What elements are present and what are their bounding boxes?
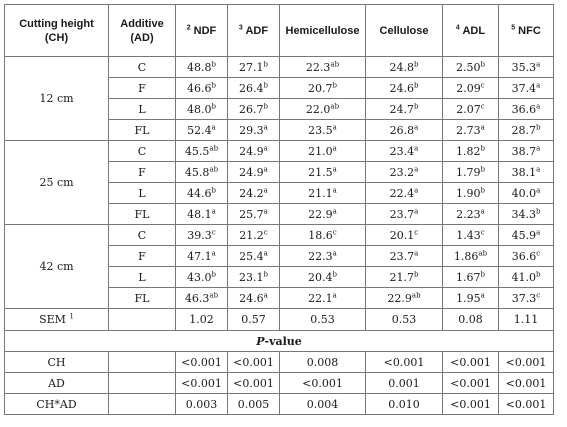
- cutting-height-cell: 42 cm: [5, 225, 109, 309]
- additive-cell: C: [109, 141, 176, 162]
- value-text: 45.5: [184, 144, 210, 158]
- value-text: 24.6: [389, 81, 414, 95]
- significance-letter: c: [414, 227, 419, 236]
- value-text: 24.8: [389, 60, 414, 74]
- significance-letter: ab: [330, 101, 340, 110]
- pvalue-cell: 0.010: [366, 394, 443, 415]
- value-text: 2.73: [456, 123, 481, 137]
- value-cell: [499, 99, 554, 120]
- value-cell: [280, 204, 366, 225]
- value-cell: [228, 57, 280, 78]
- value-text: 22.0: [305, 102, 331, 116]
- significance-letter: a: [332, 290, 337, 299]
- significance-letter: a: [263, 122, 268, 131]
- value-cell: [366, 162, 443, 183]
- significance-letter: b: [211, 59, 216, 68]
- value-cell: [443, 225, 499, 246]
- pvalue-cell: 0.004: [280, 394, 366, 415]
- value-cell: [228, 288, 280, 309]
- value-cell: [366, 99, 443, 120]
- table-row: [5, 141, 554, 162]
- value-text: 29.3: [239, 123, 264, 137]
- significance-letter: b: [414, 59, 419, 68]
- value-cell: [443, 288, 499, 309]
- sem-footnote: 1: [69, 312, 74, 321]
- significance-letter: b: [414, 269, 419, 278]
- value-text: 25.7: [239, 207, 264, 221]
- value-text: 43.0: [187, 270, 212, 284]
- sem-value: 0.57: [228, 309, 280, 331]
- header-additive: Additive (AD): [109, 5, 176, 57]
- value-cell: [176, 78, 228, 99]
- header-adl: $^4$ ADL: [443, 5, 499, 57]
- value-cell: [366, 288, 443, 309]
- significance-letter: b: [211, 269, 216, 278]
- value-cell: [499, 246, 554, 267]
- significance-letter: a: [414, 122, 419, 131]
- header-cellulose: Cellulose: [366, 5, 443, 57]
- value-text: 22.3: [308, 249, 333, 263]
- pvalue-cell: 0.003: [176, 394, 228, 415]
- value-text: 21.5: [308, 165, 333, 179]
- significance-letter: b: [480, 185, 485, 194]
- pvalue-cell: <0.001: [443, 352, 499, 373]
- significance-letter: c: [480, 80, 485, 89]
- significance-letter: a: [480, 206, 485, 215]
- value-text: 40.0: [511, 186, 537, 200]
- significance-letter: a: [263, 164, 268, 173]
- value-text: 41.0: [511, 270, 536, 284]
- value-text: 24.9: [239, 165, 264, 179]
- value-text: 20.4: [308, 270, 333, 284]
- value-cell: [443, 120, 499, 141]
- significance-letter: a: [536, 143, 541, 152]
- value-cell: [280, 99, 366, 120]
- value-cell: [499, 183, 554, 204]
- value-text: 48.8: [187, 60, 212, 74]
- header-hemicellulose: Hemicellulose: [280, 5, 366, 57]
- significance-letter: b: [480, 143, 485, 152]
- pvalue-cell: <0.001: [443, 373, 499, 394]
- value-cell: [280, 78, 366, 99]
- value-text: 23.7: [389, 207, 415, 221]
- sem-value: 0.08: [443, 309, 499, 331]
- significance-letter: a: [414, 143, 419, 152]
- value-text: 22.1: [308, 291, 333, 305]
- value-cell: [366, 120, 443, 141]
- significance-letter: a: [536, 80, 541, 89]
- header-nfc: $^5$ NFC: [499, 5, 554, 57]
- pvalue-row: [5, 394, 554, 415]
- significance-letter: a: [332, 164, 337, 173]
- value-cell: [228, 183, 280, 204]
- value-text: 45.8: [184, 165, 210, 179]
- empty-cell: [109, 373, 176, 394]
- value-cell: [443, 162, 499, 183]
- sem-row: [5, 309, 554, 331]
- significance-letter: a: [480, 122, 485, 131]
- sem-value: 1.11: [499, 309, 554, 331]
- header-row: [5, 5, 554, 57]
- composition-table: [4, 4, 554, 415]
- value-text: 45.9: [511, 228, 537, 242]
- value-text: 37.3: [511, 291, 537, 305]
- value-text: 21.0: [308, 144, 333, 158]
- value-cell: [280, 246, 366, 267]
- significance-letter: ab: [478, 248, 488, 257]
- value-text: 24.2: [239, 186, 264, 200]
- significance-letter: b: [480, 59, 485, 68]
- value-cell: [366, 204, 443, 225]
- value-text: 2.50: [456, 60, 481, 74]
- significance-letter: a: [263, 290, 268, 299]
- value-text: 21.2: [239, 228, 264, 242]
- significance-letter: c: [480, 101, 485, 110]
- value-cell: [228, 267, 280, 288]
- value-cell: [280, 141, 366, 162]
- significance-letter: b: [536, 269, 541, 278]
- table-row: [5, 57, 554, 78]
- value-text: 1.67: [456, 270, 481, 284]
- significance-letter: ab: [411, 290, 421, 299]
- value-cell: [443, 99, 499, 120]
- significance-letter: ab: [209, 164, 219, 173]
- value-text: 20.1: [389, 228, 415, 242]
- empty-cell: [109, 394, 176, 415]
- value-text: 1.82: [456, 144, 481, 158]
- value-cell: [443, 183, 499, 204]
- value-text: 1.95: [456, 291, 481, 305]
- value-text: 52.4: [187, 123, 212, 137]
- pvalue-cell: 0.001: [366, 373, 443, 394]
- significance-letter: b: [263, 101, 268, 110]
- significance-letter: ab: [330, 59, 340, 68]
- value-text: 22.4: [389, 186, 415, 200]
- cutting-height-cell: 12 cm: [5, 57, 109, 141]
- value-text: 39.3: [187, 228, 212, 242]
- value-text: 20.7: [308, 81, 333, 95]
- value-text: 22.3: [305, 60, 331, 74]
- pvalue-label: CH*AD: [5, 394, 109, 415]
- value-cell: [228, 225, 280, 246]
- value-cell: [366, 141, 443, 162]
- pvalue-title-row: [5, 331, 554, 352]
- value-cell: [499, 57, 554, 78]
- pvalue-cell: <0.001: [228, 373, 280, 394]
- value-cell: [176, 246, 228, 267]
- value-cell: [499, 267, 554, 288]
- cutting-height-cell: 25 cm: [5, 141, 109, 225]
- value-text: 1.86: [453, 249, 479, 263]
- value-cell: [443, 57, 499, 78]
- significance-letter: a: [536, 101, 541, 110]
- sem-value: 0.53: [366, 309, 443, 331]
- value-text: 2.07: [456, 102, 481, 116]
- value-cell: [228, 204, 280, 225]
- value-cell: [443, 246, 499, 267]
- pvalue-label: CH: [5, 352, 109, 373]
- significance-letter: c: [263, 227, 268, 236]
- significance-letter: c: [536, 290, 541, 299]
- value-cell: [176, 204, 228, 225]
- additive-cell: FL: [109, 204, 176, 225]
- value-cell: [228, 246, 280, 267]
- value-text: 35.3: [511, 60, 537, 74]
- value-text: 25.4: [239, 249, 264, 263]
- value-text: 24.9: [239, 144, 264, 158]
- significance-letter: a: [332, 248, 337, 257]
- value-text: 21.1: [308, 186, 333, 200]
- sem-label-cell: [5, 309, 109, 331]
- value-text: 22.9: [308, 207, 333, 221]
- value-text: 38.1: [511, 165, 537, 179]
- value-text: 36.6: [511, 249, 537, 263]
- value-text: 23.2: [389, 165, 415, 179]
- significance-letter: a: [414, 206, 419, 215]
- value-text: 21.7: [389, 270, 414, 284]
- significance-letter: a: [263, 206, 268, 215]
- pvalue-label: AD: [5, 373, 109, 394]
- value-cell: [366, 57, 443, 78]
- pvalue-title: [5, 331, 554, 352]
- significance-letter: b: [263, 59, 268, 68]
- value-text: 28.7: [511, 123, 536, 137]
- value-cell: [443, 78, 499, 99]
- value-text: 27.1: [239, 60, 264, 74]
- pvalue-cell: <0.001: [499, 394, 554, 415]
- pvalue-cell: <0.001: [280, 373, 366, 394]
- significance-letter: a: [332, 206, 337, 215]
- significance-letter: a: [414, 185, 419, 194]
- additive-cell: C: [109, 57, 176, 78]
- value-cell: [176, 141, 228, 162]
- value-cell: [443, 204, 499, 225]
- significance-letter: b: [480, 164, 485, 173]
- additive-cell: FL: [109, 120, 176, 141]
- value-cell: [228, 120, 280, 141]
- value-cell: [176, 288, 228, 309]
- significance-letter: a: [332, 185, 337, 194]
- header-cutting-height: Cutting height (CH): [5, 5, 109, 57]
- value-cell: [366, 225, 443, 246]
- value-text: 26.7: [239, 102, 264, 116]
- header-ndf: $^2$ NDF: [176, 5, 228, 57]
- pvalue-cell: <0.001: [228, 352, 280, 373]
- additive-cell: F: [109, 162, 176, 183]
- value-cell: [280, 57, 366, 78]
- value-text: 38.7: [511, 144, 537, 158]
- value-cell: [366, 246, 443, 267]
- significance-letter: a: [263, 185, 268, 194]
- significance-letter: c: [480, 227, 485, 236]
- value-text: 44.6: [187, 186, 212, 200]
- value-cell: [280, 267, 366, 288]
- pvalue-cell: <0.001: [499, 352, 554, 373]
- pvalue-cell: <0.001: [176, 352, 228, 373]
- pvalue-cell: <0.001: [499, 373, 554, 394]
- header-adf: $^3$ ADF: [228, 5, 280, 57]
- pvalue-title-rest: -value: [264, 334, 302, 348]
- significance-letter: b: [211, 80, 216, 89]
- value-text: 46.6: [187, 81, 212, 95]
- value-text: 23.4: [389, 144, 415, 158]
- value-cell: [499, 141, 554, 162]
- significance-letter: ab: [209, 290, 219, 299]
- value-cell: [228, 162, 280, 183]
- significance-letter: a: [414, 164, 419, 173]
- significance-letter: b: [332, 269, 337, 278]
- value-text: 48.1: [187, 207, 212, 221]
- significance-letter: a: [211, 206, 216, 215]
- sem-value: 0.53: [280, 309, 366, 331]
- significance-letter: c: [211, 227, 216, 236]
- value-text: 47.1: [187, 249, 212, 263]
- pvalue-cell: <0.001: [366, 352, 443, 373]
- value-text: 2.23: [456, 207, 481, 221]
- significance-letter: b: [536, 122, 541, 131]
- additive-cell: F: [109, 246, 176, 267]
- empty-cell: [109, 352, 176, 373]
- pvalue-row: [5, 373, 554, 394]
- value-cell: [176, 225, 228, 246]
- additive-cell: L: [109, 267, 176, 288]
- value-cell: [443, 141, 499, 162]
- significance-letter: a: [263, 143, 268, 152]
- value-cell: [499, 225, 554, 246]
- value-text: 26.8: [389, 123, 415, 137]
- value-cell: [228, 78, 280, 99]
- significance-letter: a: [211, 122, 216, 131]
- pvalue-row: [5, 352, 554, 373]
- significance-letter: b: [480, 269, 485, 278]
- value-text: 2.09: [456, 81, 481, 95]
- value-cell: [499, 288, 554, 309]
- pvalue-title-italic: P: [256, 334, 265, 348]
- significance-letter: a: [536, 227, 541, 236]
- value-cell: [366, 78, 443, 99]
- value-cell: [499, 204, 554, 225]
- value-text: 24.6: [239, 291, 264, 305]
- additive-cell: F: [109, 78, 176, 99]
- pvalue-cell: <0.001: [443, 394, 499, 415]
- pvalue-cell: <0.001: [176, 373, 228, 394]
- value-cell: [443, 267, 499, 288]
- value-cell: [176, 267, 228, 288]
- significance-letter: c: [332, 227, 337, 236]
- value-text: 37.4: [511, 81, 537, 95]
- significance-letter: b: [211, 101, 216, 110]
- value-cell: [499, 78, 554, 99]
- value-text: 1.79: [456, 165, 481, 179]
- value-cell: [228, 99, 280, 120]
- value-text: 22.9: [387, 291, 412, 305]
- value-cell: [366, 183, 443, 204]
- value-cell: [280, 162, 366, 183]
- value-text: 23.1: [239, 270, 264, 284]
- value-text: 1.90: [456, 186, 481, 200]
- value-text: 46.3: [184, 291, 210, 305]
- additive-cell: L: [109, 99, 176, 120]
- value-text: 24.7: [389, 102, 414, 116]
- significance-letter: ab: [209, 143, 219, 152]
- significance-letter: b: [414, 101, 419, 110]
- value-cell: [176, 183, 228, 204]
- significance-letter: a: [211, 248, 216, 257]
- value-cell: [280, 120, 366, 141]
- value-cell: [499, 120, 554, 141]
- sem-value: 1.02: [176, 309, 228, 331]
- significance-letter: b: [263, 80, 268, 89]
- significance-letter: b: [211, 185, 216, 194]
- significance-letter: b: [332, 80, 337, 89]
- sem-label: SEM: [39, 313, 66, 326]
- empty-cell: [109, 309, 176, 331]
- value-cell: [176, 120, 228, 141]
- significance-letter: b: [414, 80, 419, 89]
- significance-letter: a: [536, 185, 541, 194]
- value-text: 18.6: [308, 228, 333, 242]
- additive-cell: FL: [109, 288, 176, 309]
- value-text: 26.4: [239, 81, 264, 95]
- significance-letter: a: [332, 122, 337, 131]
- value-text: 48.0: [187, 102, 212, 116]
- value-text: 1.43: [456, 228, 481, 242]
- significance-letter: a: [414, 248, 419, 257]
- significance-letter: c: [536, 248, 541, 257]
- significance-letter: a: [332, 143, 337, 152]
- pvalue-cell: 0.005: [228, 394, 280, 415]
- value-cell: [280, 183, 366, 204]
- additive-cell: C: [109, 225, 176, 246]
- value-text: 23.5: [308, 123, 333, 137]
- significance-letter: a: [536, 59, 541, 68]
- pvalue-cell: 0.008: [280, 352, 366, 373]
- significance-letter: a: [480, 290, 485, 299]
- value-text: 36.6: [511, 102, 537, 116]
- significance-letter: a: [263, 248, 268, 257]
- value-text: 34.3: [511, 207, 536, 221]
- value-cell: [280, 288, 366, 309]
- value-cell: [176, 57, 228, 78]
- value-cell: [176, 162, 228, 183]
- value-cell: [366, 267, 443, 288]
- significance-letter: a: [536, 164, 541, 173]
- value-cell: [280, 225, 366, 246]
- value-text: 23.7: [389, 249, 415, 263]
- value-cell: [228, 141, 280, 162]
- significance-letter: b: [536, 206, 541, 215]
- value-cell: [499, 162, 554, 183]
- table-row: [5, 225, 554, 246]
- significance-letter: b: [263, 269, 268, 278]
- additive-cell: L: [109, 183, 176, 204]
- value-cell: [176, 99, 228, 120]
